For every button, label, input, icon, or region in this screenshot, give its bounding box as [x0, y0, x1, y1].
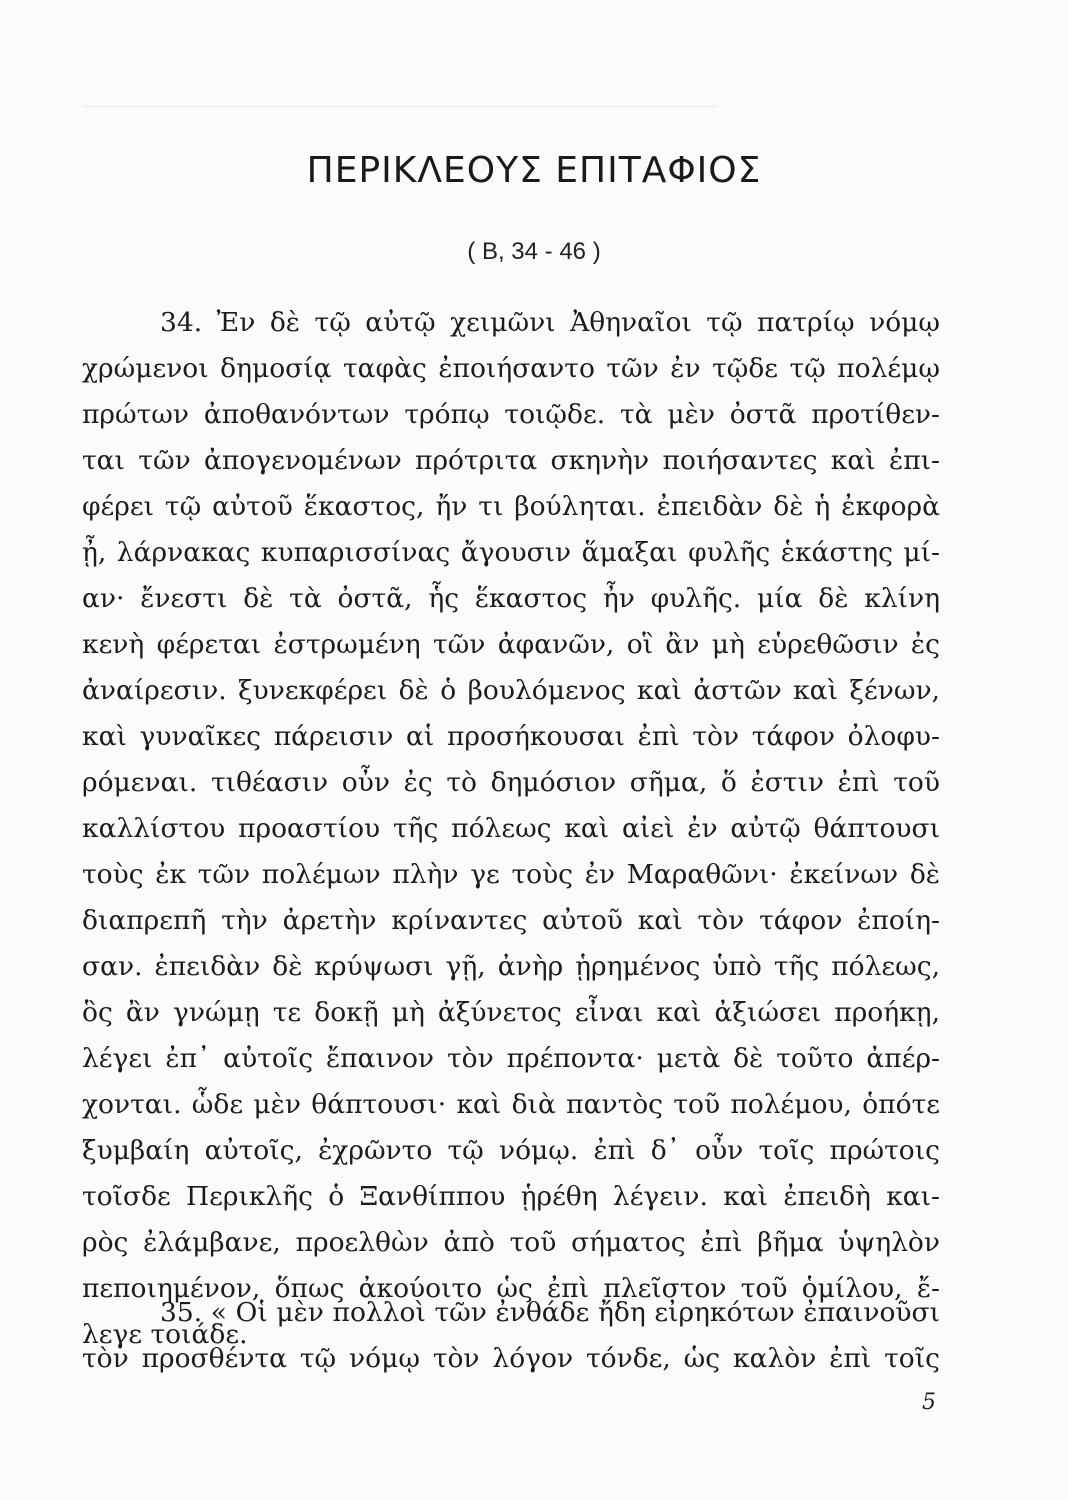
text-line: λέγει ἐπ᾽ αὐτοῖς ἔπαινον τὸν πρέποντα· μετὰ δὲ τοῦτο ἀπέρ-	[82, 1043, 940, 1074]
text-line: τὸν προσθέντα τῷ νόμῳ τὸν λόγον τόνδε, ὡς καλὸν ἐπὶ τοῖς	[82, 1343, 940, 1374]
text-line: τοῖσδε Περικλῆς ὁ Ξανθίππου ᾑρέθη λέγειν. καὶ ἐπειδὴ και-	[82, 1181, 940, 1212]
text-line: ἀναίρεσιν. ξυνεκφέρει δὲ ὁ βουλόμενος καὶ ἀστῶν καὶ ξένων,	[82, 675, 940, 706]
show-through-text: ────────────────────────────────────────────────	[82, 95, 718, 120]
paragraph-34	[82, 300, 940, 1358]
text-line: ρόμεναι. τιθέασιν οὖν ἐς τὸ δημόσιον σῆμα, ὅ ἐστιν ἐπὶ τοῦ	[82, 767, 940, 798]
text-line: διαπρεπῆ τὴν ἀρετὴν κρίναντες αὐτοῦ καὶ τὸν τάφον ἐποίη-	[82, 905, 940, 936]
section-reference: ( Β, 34 - 46 )	[467, 238, 601, 265]
page-number: 5	[922, 1390, 936, 1415]
text-line: αν· ἔνεστι δὲ τὰ ὀστᾶ, ἧς ἕκαστος ἦν φυλῆς. μία δὲ κλίνη	[82, 583, 940, 614]
text-line: σαν. ἐπειδὰν δὲ κρύψωσι γῇ, ἀνὴρ ᾑρημένος ὑπὸ τῆς πόλεως,	[82, 951, 940, 982]
text-line: ὃς ἂν γνώμῃ τε δοκῇ μὴ ἀξύνετος εἶναι καὶ ἀξιώσει προήκῃ,	[82, 997, 940, 1028]
text-line: καλλίστου προαστίου τῆς πόλεως καὶ αἰεὶ ἐν αὐτῷ θάπτουσι	[82, 813, 940, 844]
text-line: λεγε τοιάδε.	[82, 1319, 248, 1350]
text-line: ρὸς ἐλάμβανε, προελθὼν ἀπὸ τοῦ σήματος ἐπὶ βῆμα ὑψηλὸν	[82, 1227, 940, 1258]
text-line: ται τῶν ἀπογενομένων πρότριτα σκηνὴν ποιήσαντες καὶ ἐπι-	[82, 445, 940, 476]
text-line: καὶ γυναῖκες πάρεισιν αἱ προσήκουσαι ἐπὶ τὸν τάφον ὀλοφυ-	[82, 721, 940, 752]
text-line: χρώμενοι δημοσίᾳ ταφὰς ἐποιήσαντο τῶν ἐν τῷδε τῷ πολέμῳ	[82, 353, 940, 384]
paragraph-35	[82, 1290, 940, 1382]
text-line: τοὺς ἐκ τῶν πολέμων πλὴν γε τοὺς ἐν Μαραθῶνι· ἐκείνων δὲ	[82, 859, 940, 890]
text-line: κενὴ φέρεται ἐστρωμένη τῶν ἀφανῶν, οἳ ἂν μὴ εὑρεθῶσιν ἐς	[82, 629, 940, 660]
text-line: 34. Ἐν δὲ τῷ αὐτῷ χειμῶνι Ἀθηναῖοι τῷ πατρίῳ νόμῳ	[160, 307, 940, 338]
text-line: χονται. ὧδε μὲν θάπτουσι· καὶ διὰ παντὸς τοῦ πολέμου, ὁπότε	[82, 1089, 940, 1120]
text-line: ᾖ, λάρνακας κυπαρισσίνας ἄγουσιν ἅμαξαι φυλῆς ἑκάστης μί-	[82, 537, 940, 568]
text-line: πεποιημένον, ὅπως ἀκούοιτο ὡς ἐπὶ πλεῖστον τοῦ ὁμίλου, ἔ-	[82, 1273, 940, 1304]
text-line: ξυμβαίη αὐτοῖς, ἐχρῶντο τῷ νόμῳ. ἐπὶ δ᾽ οὖν τοῖς πρώτοις	[82, 1135, 940, 1166]
page-title: ΠΕΡΙΚΛΕΟΥΣ ΕΠΙΤΑΦΙΟΣ	[306, 150, 762, 191]
text-line: 35. « Οἱ μὲν πολλοὶ τῶν ἐνθάδε ἤδη εἰρηκότων ἐπαινοῦσι	[160, 1297, 940, 1328]
text-line: φέρει τῷ αὐτοῦ ἕκαστος, ἤν τι βούληται. ἐπειδὰν δὲ ἡ ἐκφορὰ	[82, 491, 940, 522]
text-line: πρώτων ἀποθανόντων τρόπῳ τοιῷδε. τὰ μὲν ὀστᾶ προτίθεν-	[82, 399, 940, 430]
